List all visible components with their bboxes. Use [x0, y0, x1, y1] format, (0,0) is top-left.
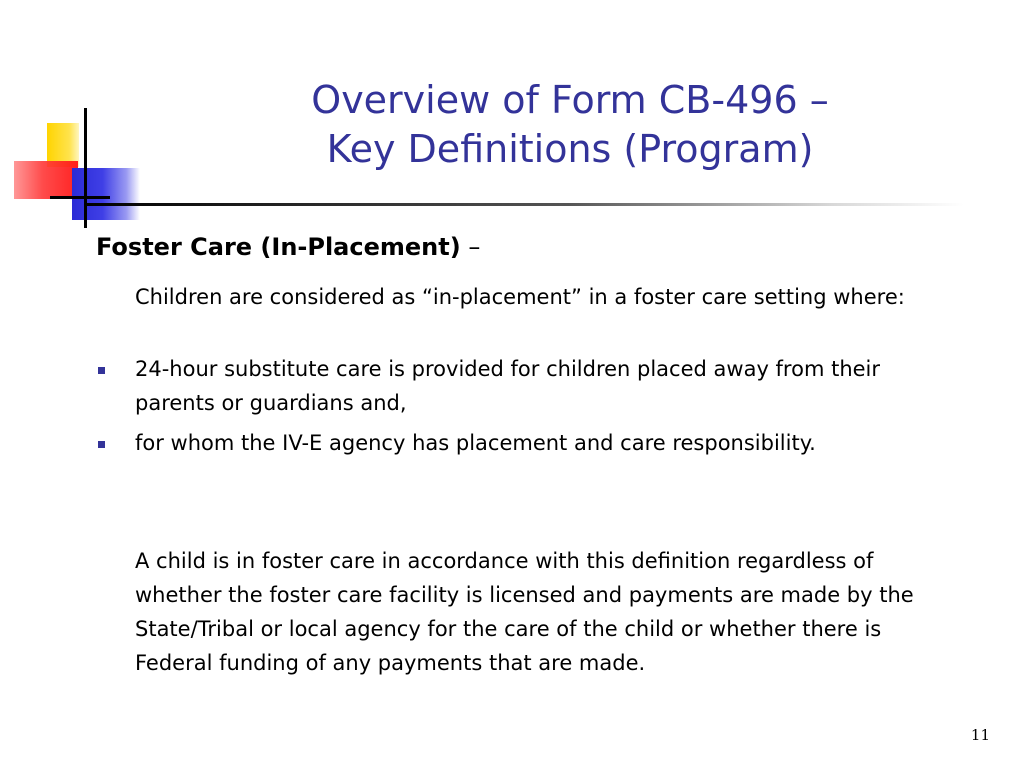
- slide-title: [170, 76, 970, 174]
- title-divider: [84, 203, 964, 206]
- logo-blue-square: [72, 168, 140, 220]
- bullet-marker-2: [98, 441, 105, 448]
- bullet-item-2: for whom the IV-E agency has placement and care responsibility.: [135, 431, 816, 455]
- slide-title-line-1: Overview of Form CB-496 –: [311, 78, 829, 122]
- logo-horizontal-line: [50, 196, 110, 199]
- bullet-marker-1: [98, 367, 105, 374]
- intro-paragraph: Children are considered as “in-placement” in a foster care setting where:: [135, 285, 905, 309]
- section-heading-dash: –: [460, 233, 481, 261]
- section-heading: [96, 231, 480, 263]
- bullet-item-1: 24-hour substitute care is provided for children placed away from their parents or guardians and,: [135, 357, 881, 415]
- definition-paragraph: A child is in foster care in accordance with this definition regardless of whether the foster care facility is licensed and payments are made by the State/Tribal or local agency for the care of the child or whether there is Federal funding of any payments that are made.: [135, 549, 914, 675]
- section-heading-text: Foster Care (In-Placement): [96, 233, 461, 261]
- logo-red-square: [14, 161, 78, 199]
- page-number: 11: [970, 726, 990, 744]
- logo-vertical-line: [84, 108, 87, 228]
- slide-title-line-2: Key Definitions (Program): [326, 127, 814, 171]
